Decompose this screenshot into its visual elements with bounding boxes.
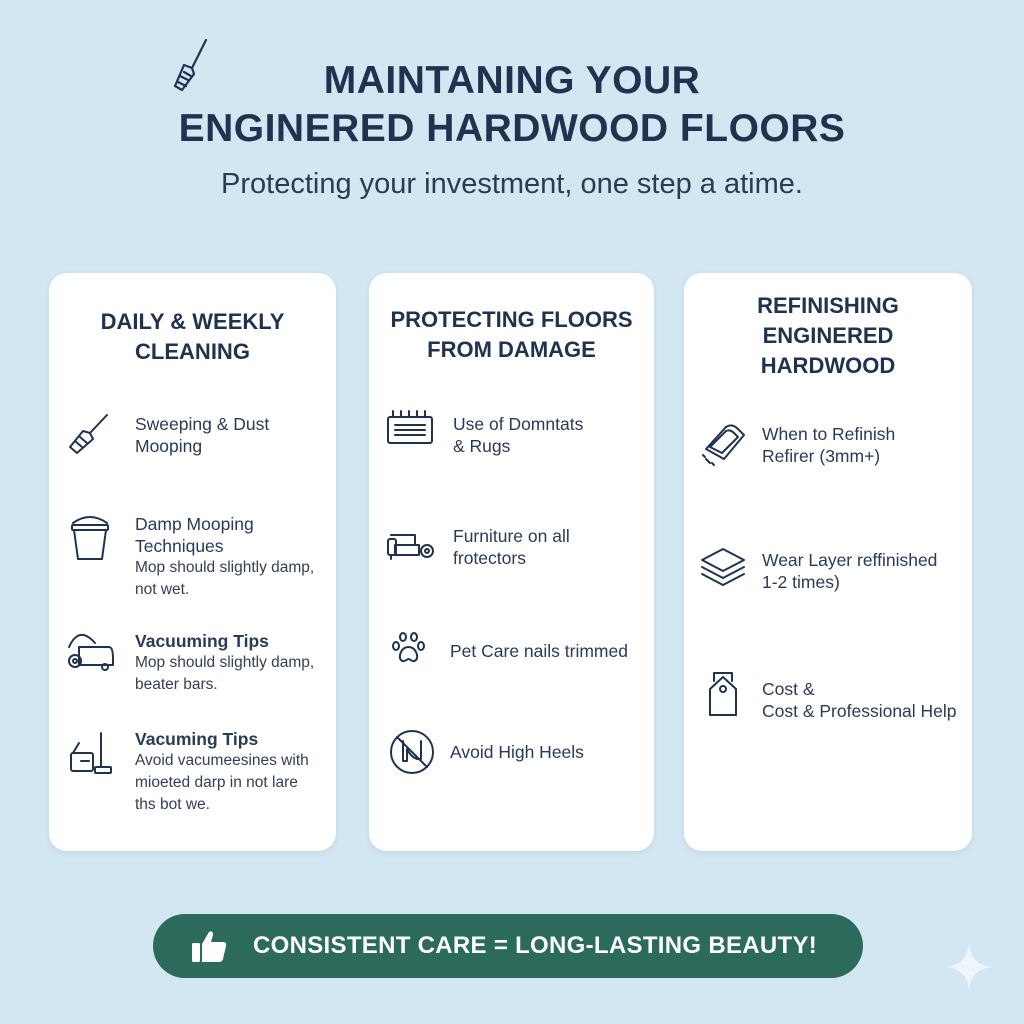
item-detail: ths bot we. [135,796,210,813]
list-item [135,413,269,457]
list-item [762,423,895,467]
list-item [762,678,957,722]
page-subtitle: Protecting your investment, one step a atime. [221,168,803,200]
sander-icon [700,419,750,469]
item-title: 1-2 times) [762,572,840,592]
item-detail: Mop should slightly damp, [135,654,315,671]
bottom-banner [153,914,863,978]
item-title: Vacuuming Tips [135,631,269,651]
list-item [135,630,314,696]
item-title: frotectors [453,548,526,568]
item-title: Refirer (3mm+) [762,446,881,466]
broom-icon [65,409,115,459]
card-title [684,291,972,381]
item-title: Damp Mooping [135,514,254,534]
item-title: Wear Layer reffinished [762,550,938,570]
page-title-line1: MAINTANING YOUR [323,59,701,102]
list-item [762,549,937,593]
item-detail: mioeted darp in not lare [135,774,298,791]
list-item [450,640,628,662]
card-title-line: DAILY & WEEKLY [100,309,285,334]
item-title: Sweeping & Dust [135,414,270,434]
list-item [135,728,309,816]
card-daily-weekly-cleaning [49,273,336,851]
card-title-line: HARDWOOD [760,353,896,378]
paw-icon [385,625,435,675]
card-title [49,307,336,367]
card-title-line: REFINISHING [757,293,899,318]
banner-text: CONSISTENT CARE = LONG-LASTING BEAUTY! [253,932,818,959]
card-protecting-floors [369,273,654,851]
item-title: Mooping [135,436,203,456]
list-item [450,741,584,763]
no-heels-icon [387,727,437,777]
page-title-line2: ENGINERED HARDWOOD FLOORS [178,107,846,150]
cleaning-tools-icon [65,729,115,779]
item-title: When to Refinish [762,424,896,444]
item-detail: not wet. [135,581,190,598]
item-detail: beater bars. [135,676,218,693]
item-title: Cost & Professional Help [762,701,957,721]
item-title: Furniture on all [453,526,570,546]
item-detail: Avoid vacumeesines with [135,752,309,769]
card-refinishing [684,273,972,851]
item-title: Vacuming Tips [135,729,259,749]
card-title-line: FROM DAMAGE [427,337,596,362]
item-title: Pet Care nails trimmed [450,641,628,661]
vacuum-icon [65,625,115,675]
bucket-icon [65,513,115,563]
furniture-icon [385,521,435,571]
card-title-line: ENGINERED [762,323,894,348]
card-title-line: PROTECTING FLOORS [390,307,633,332]
sparkle-icon [944,942,994,992]
list-item [453,413,583,457]
doormat-icon [385,405,435,455]
card-title-line: CLEANING [135,339,250,364]
item-title: Cost & [762,679,815,699]
list-item [135,513,314,601]
list-item [453,525,570,569]
item-title: & Rugs [453,436,511,456]
thumbs-up-icon [189,926,229,966]
item-title: Avoid High Heels [450,742,584,762]
card-title [369,305,654,365]
item-title: Techniques [135,536,224,556]
price-tag-icon [698,667,748,717]
item-detail: Mop should slightly damp, [135,559,315,576]
layers-icon [698,543,748,593]
item-title: Use of Domntats [453,414,584,434]
